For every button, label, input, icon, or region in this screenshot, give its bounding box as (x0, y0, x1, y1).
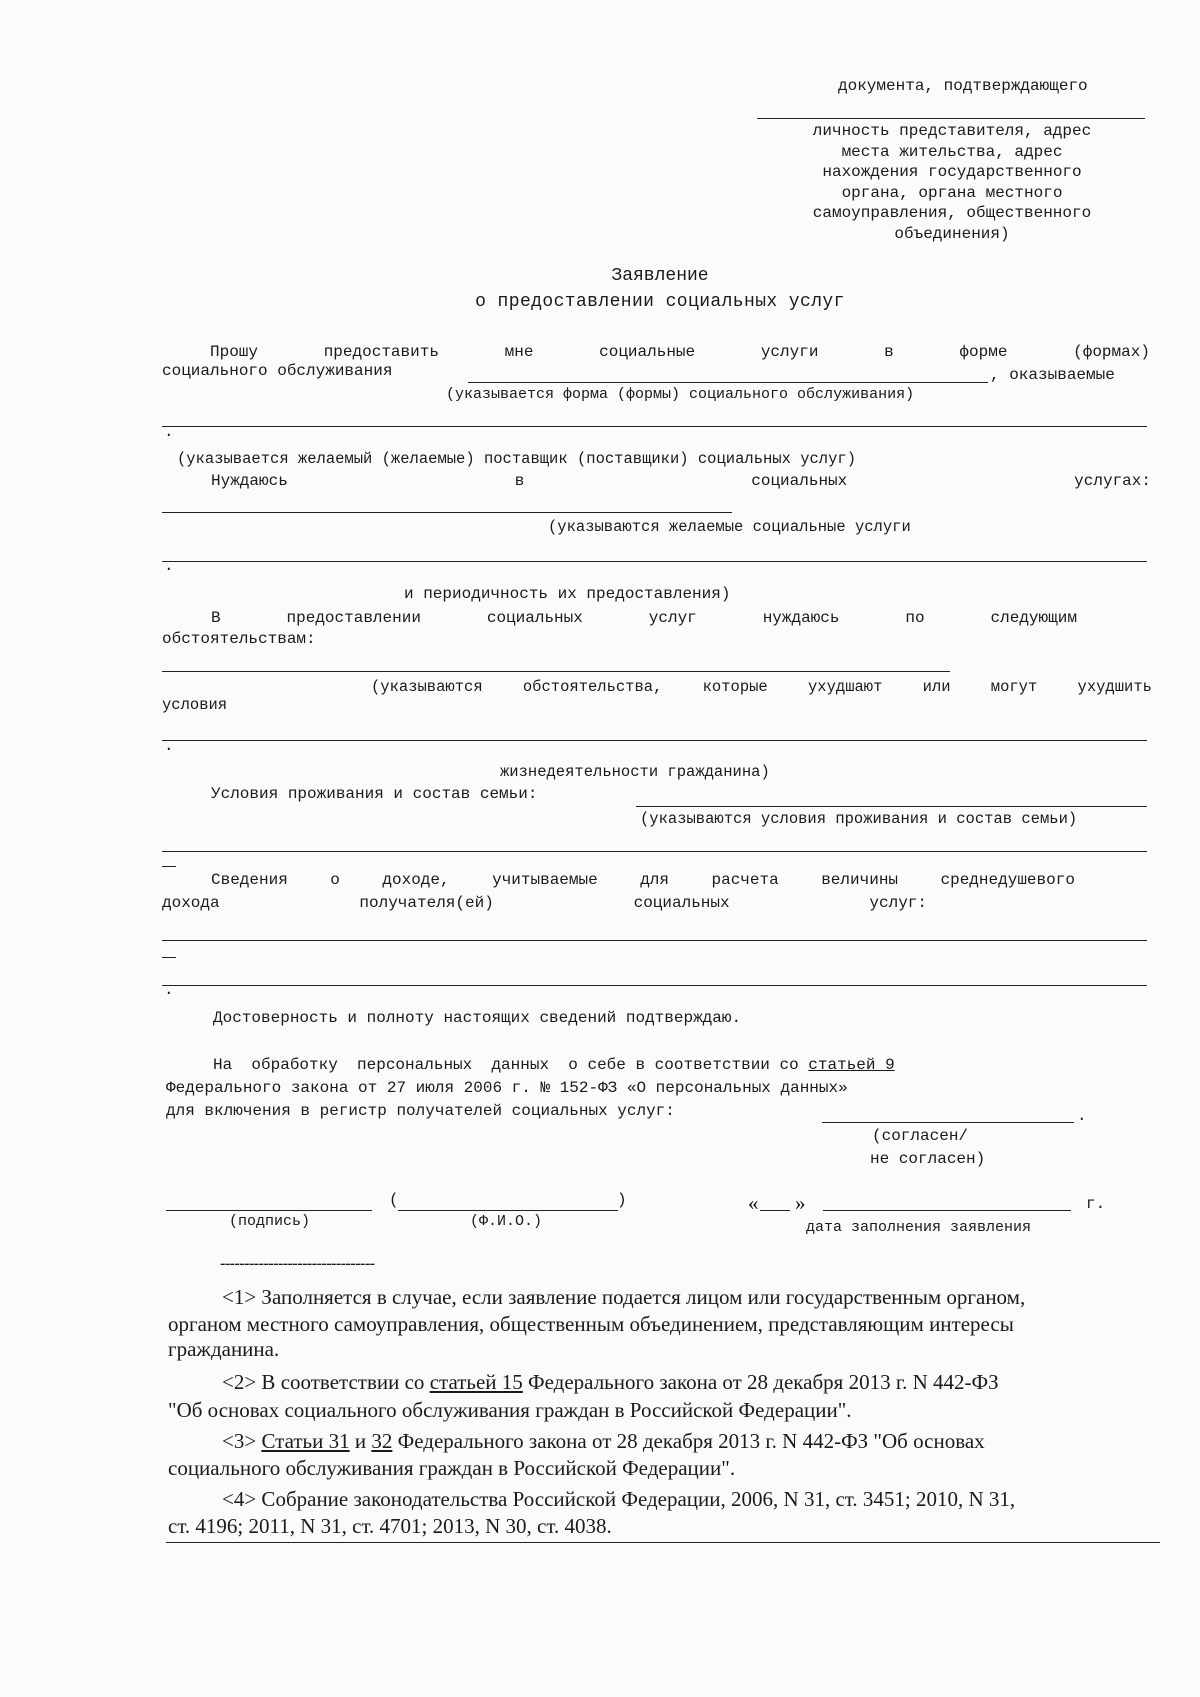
footnote-4: <4> Собрание законодательства Российской Федерации, 2006, N 31, ст. 3451; 2010, N 31, (222, 1487, 1016, 1511)
header-line: личность представителя, адрес (812, 122, 1092, 140)
circumstances-field-2[interactable] (162, 740, 1147, 741)
law-link-article-32[interactable]: 32 (371, 1429, 393, 1453)
living-conditions-label: Условия проживания и состав семьи: (211, 785, 538, 803)
word: предоставлении (286, 609, 421, 627)
consent-option-1: (согласен/ (872, 1127, 969, 1145)
living-conditions-hint: (указываются условия проживания и состав семьи) (640, 810, 1078, 828)
service-form-field-2[interactable] (162, 426, 1147, 427)
word: о (330, 871, 340, 889)
word: услугах: (1074, 472, 1151, 490)
word: социальные (599, 343, 696, 361)
law-link-article-31[interactable]: Статьи 31 (261, 1429, 350, 1453)
circumstances-hint (371, 678, 1152, 696)
word: следующим (990, 609, 1077, 627)
dash-mark (162, 957, 176, 958)
income-line-2 (162, 894, 927, 912)
request-line (210, 343, 1150, 361)
footnote-3: <3> Статьи 31 и 32 Федерального закона от 28 декабря 2013 г. N 442-ФЗ "Об основах (222, 1429, 985, 1453)
footnote-2: <2> В соответствии со статьей 15 Федерального закона от 28 декабря 2013 г. N 442-ФЗ (222, 1370, 999, 1394)
services-hint: (указываются желаемые социальные услуги (548, 518, 911, 536)
line-end-dot: . (1077, 1107, 1087, 1125)
word: по (905, 609, 925, 627)
footnote-2-line-2: "Об основах социального обслуживания граждан в Российской Федерации". (168, 1398, 852, 1422)
word: учитываемые (492, 871, 598, 889)
date-quote-close: » (795, 1191, 806, 1215)
living-conditions-field-2[interactable] (162, 851, 1147, 852)
footnote-3-line-2: социального обслуживания граждан в Российской Федерации". (168, 1456, 736, 1480)
word: ухудшить (1077, 678, 1152, 696)
word: величины (821, 871, 899, 889)
circumstances-hint-3: жизнедеятельности гражданина) (500, 763, 770, 781)
line-end-dot: . (164, 557, 174, 575)
request-line-2-end: , оказываемые (990, 366, 1115, 384)
services-field[interactable] (162, 512, 732, 513)
word: социальных (633, 894, 730, 912)
consent-field[interactable] (822, 1122, 1074, 1123)
word: могут (990, 678, 1038, 696)
date-quote-open: « (748, 1191, 759, 1215)
service-form-field[interactable] (468, 382, 988, 383)
header-line: нахождения государственного (822, 163, 1082, 181)
year-suffix: г. (1086, 1195, 1106, 1213)
word: услуги (760, 343, 819, 361)
consent-option-2: не согласен) (870, 1150, 986, 1168)
word: услуг (648, 609, 697, 627)
circumstances-line (211, 609, 1077, 627)
word: обстоятельства, (522, 678, 663, 696)
services-hint-2: и периодичность их предоставления) (404, 585, 731, 603)
line-end-dot: . (164, 423, 174, 441)
open-paren: ( (389, 1191, 399, 1209)
service-form-hint: (указывается форма (формы) социального обслуживания) (446, 386, 915, 403)
word: форме (959, 343, 1008, 361)
income-field[interactable] (162, 940, 1147, 941)
footnote-1: <1> Заполняется в случае, если заявление подается лицом или государственным органом, (222, 1285, 1026, 1309)
header-line: самоуправления, общественного (812, 204, 1092, 222)
footnote-4-line-2: ст. 4196; 2011, N 31, ст. 4701; 2013, N 30, ст. 4038. (168, 1514, 612, 1538)
word: получателя(ей) (359, 894, 494, 912)
needs-line (211, 472, 1151, 490)
word: услуг: (869, 894, 927, 912)
income-field-2[interactable] (162, 985, 1147, 986)
word: или (922, 678, 951, 696)
fio-field[interactable] (398, 1210, 618, 1211)
living-conditions-field[interactable] (636, 806, 1147, 807)
footnote-1-line-3: гражданина. (168, 1337, 280, 1361)
word: Прошу (210, 343, 259, 361)
date-field[interactable] (823, 1210, 1071, 1211)
provider-hint: (указывается желаемый (желаемые) поставщик (поставщики) социальных услуг) (177, 450, 857, 468)
word: среднедушевого (940, 871, 1075, 889)
header-line: объединения) (894, 224, 1010, 243)
word: в (514, 472, 525, 490)
footnote-separator: -------------------------------- (220, 1255, 375, 1272)
request-line-2: социального обслуживания (162, 362, 393, 380)
header-line: органа, органа местного (841, 183, 1063, 202)
consent-line-2: Федерального закона от 27 июля 2006 г. № 152-ФЗ «О персональных данных» (166, 1079, 848, 1097)
word: нуждаюсь (762, 609, 840, 627)
close-paren: ) (617, 1191, 627, 1209)
line-end-dot: . (164, 981, 174, 999)
dash-mark (162, 866, 176, 867)
line-end-dot: . (164, 737, 174, 755)
word: (формах) (1073, 343, 1150, 361)
circumstances-field[interactable] (162, 671, 950, 672)
word: которые (702, 678, 768, 696)
date-label: дата заполнения заявления (806, 1219, 1032, 1236)
fio-label: (Ф.И.О.) (470, 1213, 543, 1230)
signature-label: (подпись) (229, 1213, 311, 1230)
header-line: документа, подтверждающего (838, 77, 1088, 95)
law-link-article-9[interactable]: статьей 9 (808, 1056, 895, 1074)
document-title: Заявление (611, 266, 709, 286)
consent-line-3: для включения в регистр получателей социальных услуг: (166, 1102, 675, 1120)
word: мне (504, 343, 534, 361)
word: дохода (162, 894, 220, 912)
word: Нуждаюсь (211, 472, 288, 490)
day-field[interactable] (760, 1210, 790, 1211)
representative-line (757, 118, 1145, 119)
header-line: места жительства, адрес (841, 142, 1063, 161)
circumstances-hint-2: условия (162, 696, 228, 714)
word: для (640, 871, 670, 889)
confirmation-text: Достоверность и полноту настоящих сведений подтверждаю. (213, 1009, 742, 1027)
footnote-1-line-2: органом местного самоуправления, общественным объединением, представляющим интересы (168, 1312, 1014, 1336)
word: расчета (711, 871, 779, 889)
consent-line-1: На обработку персональных данных о себе в соответствии со статьей 9 (213, 1056, 895, 1074)
word: В (211, 609, 221, 627)
circumstances-line-2: обстоятельствам: (162, 630, 316, 648)
word: (указываются (371, 678, 483, 696)
word: предоставить (323, 343, 439, 361)
footer-rule (166, 1542, 1160, 1543)
law-link-article-15[interactable]: статьей 15 (429, 1370, 523, 1394)
document-subtitle: о предоставлении социальных услуг (475, 292, 845, 312)
word: доходе, (382, 871, 450, 889)
word: социальных (486, 609, 583, 627)
word: Сведения (211, 871, 288, 889)
signature-field[interactable] (166, 1210, 372, 1211)
services-field-2[interactable] (162, 561, 1147, 562)
word: социальных (751, 472, 848, 490)
word: ухудшают (807, 678, 883, 696)
income-line (211, 871, 1075, 889)
word: в (884, 343, 894, 361)
